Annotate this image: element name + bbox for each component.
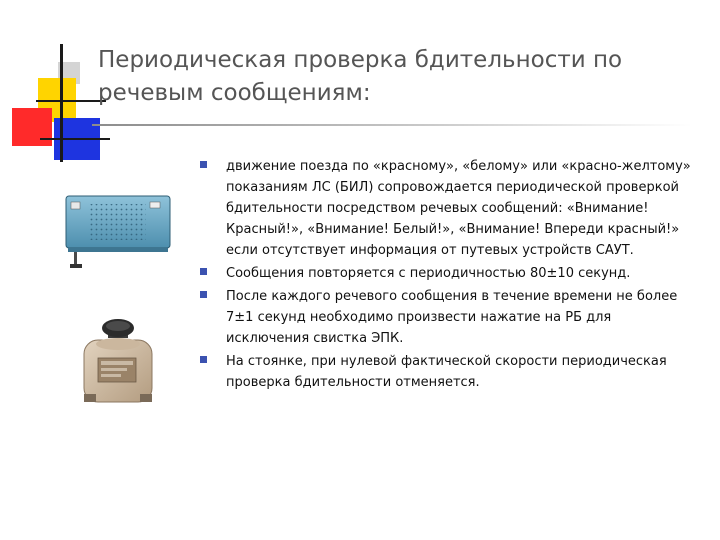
title-underline bbox=[92, 124, 692, 126]
bullet-marker-icon bbox=[200, 268, 207, 275]
bullet-item bbox=[198, 263, 698, 284]
speaker-unit-photo bbox=[64, 192, 172, 270]
bullet-item bbox=[198, 351, 698, 393]
slide-title: Периодическая проверка бдительности по речевым сообщениям: bbox=[98, 47, 623, 106]
bullet-marker-icon bbox=[200, 291, 207, 298]
decor-horizontal-line bbox=[36, 100, 106, 102]
bullet-marker-icon bbox=[200, 356, 207, 363]
bullet-text: После каждого речевого сообщения в течение времени не более 7±1 секунд необходимо произвести нажатие на РБ для исключения свистка ЭПК. bbox=[226, 289, 678, 346]
bullet-text: На стоянке, при нулевой фактической скорости периодическая проверка бдительности отменяется. bbox=[226, 354, 667, 390]
bullet-text: движение поезда по «красному», «белому» или «красно-желтому» показаниям ЛС (БИЛ) сопровождается периодической проверкой бдительности посредством речевых сообщений: «Внимание! Красный!», «Внимание! Белый!», «Внимание! Впереди красный!» если отсутствует информация от путевых устройств САУТ. bbox=[226, 159, 691, 258]
bullet-marker-icon bbox=[200, 161, 207, 168]
bullet-item bbox=[198, 286, 698, 349]
bullet-text: Сообщения повторяется с периодичностью 80±10 секунд. bbox=[226, 266, 631, 281]
decor-red-square bbox=[12, 108, 52, 146]
decor-vertical-line bbox=[60, 44, 63, 162]
bullet-item bbox=[198, 156, 698, 261]
vigilance-button-photo bbox=[80, 318, 156, 406]
decor-horizontal-line bbox=[40, 138, 110, 140]
bullet-list bbox=[198, 156, 698, 395]
